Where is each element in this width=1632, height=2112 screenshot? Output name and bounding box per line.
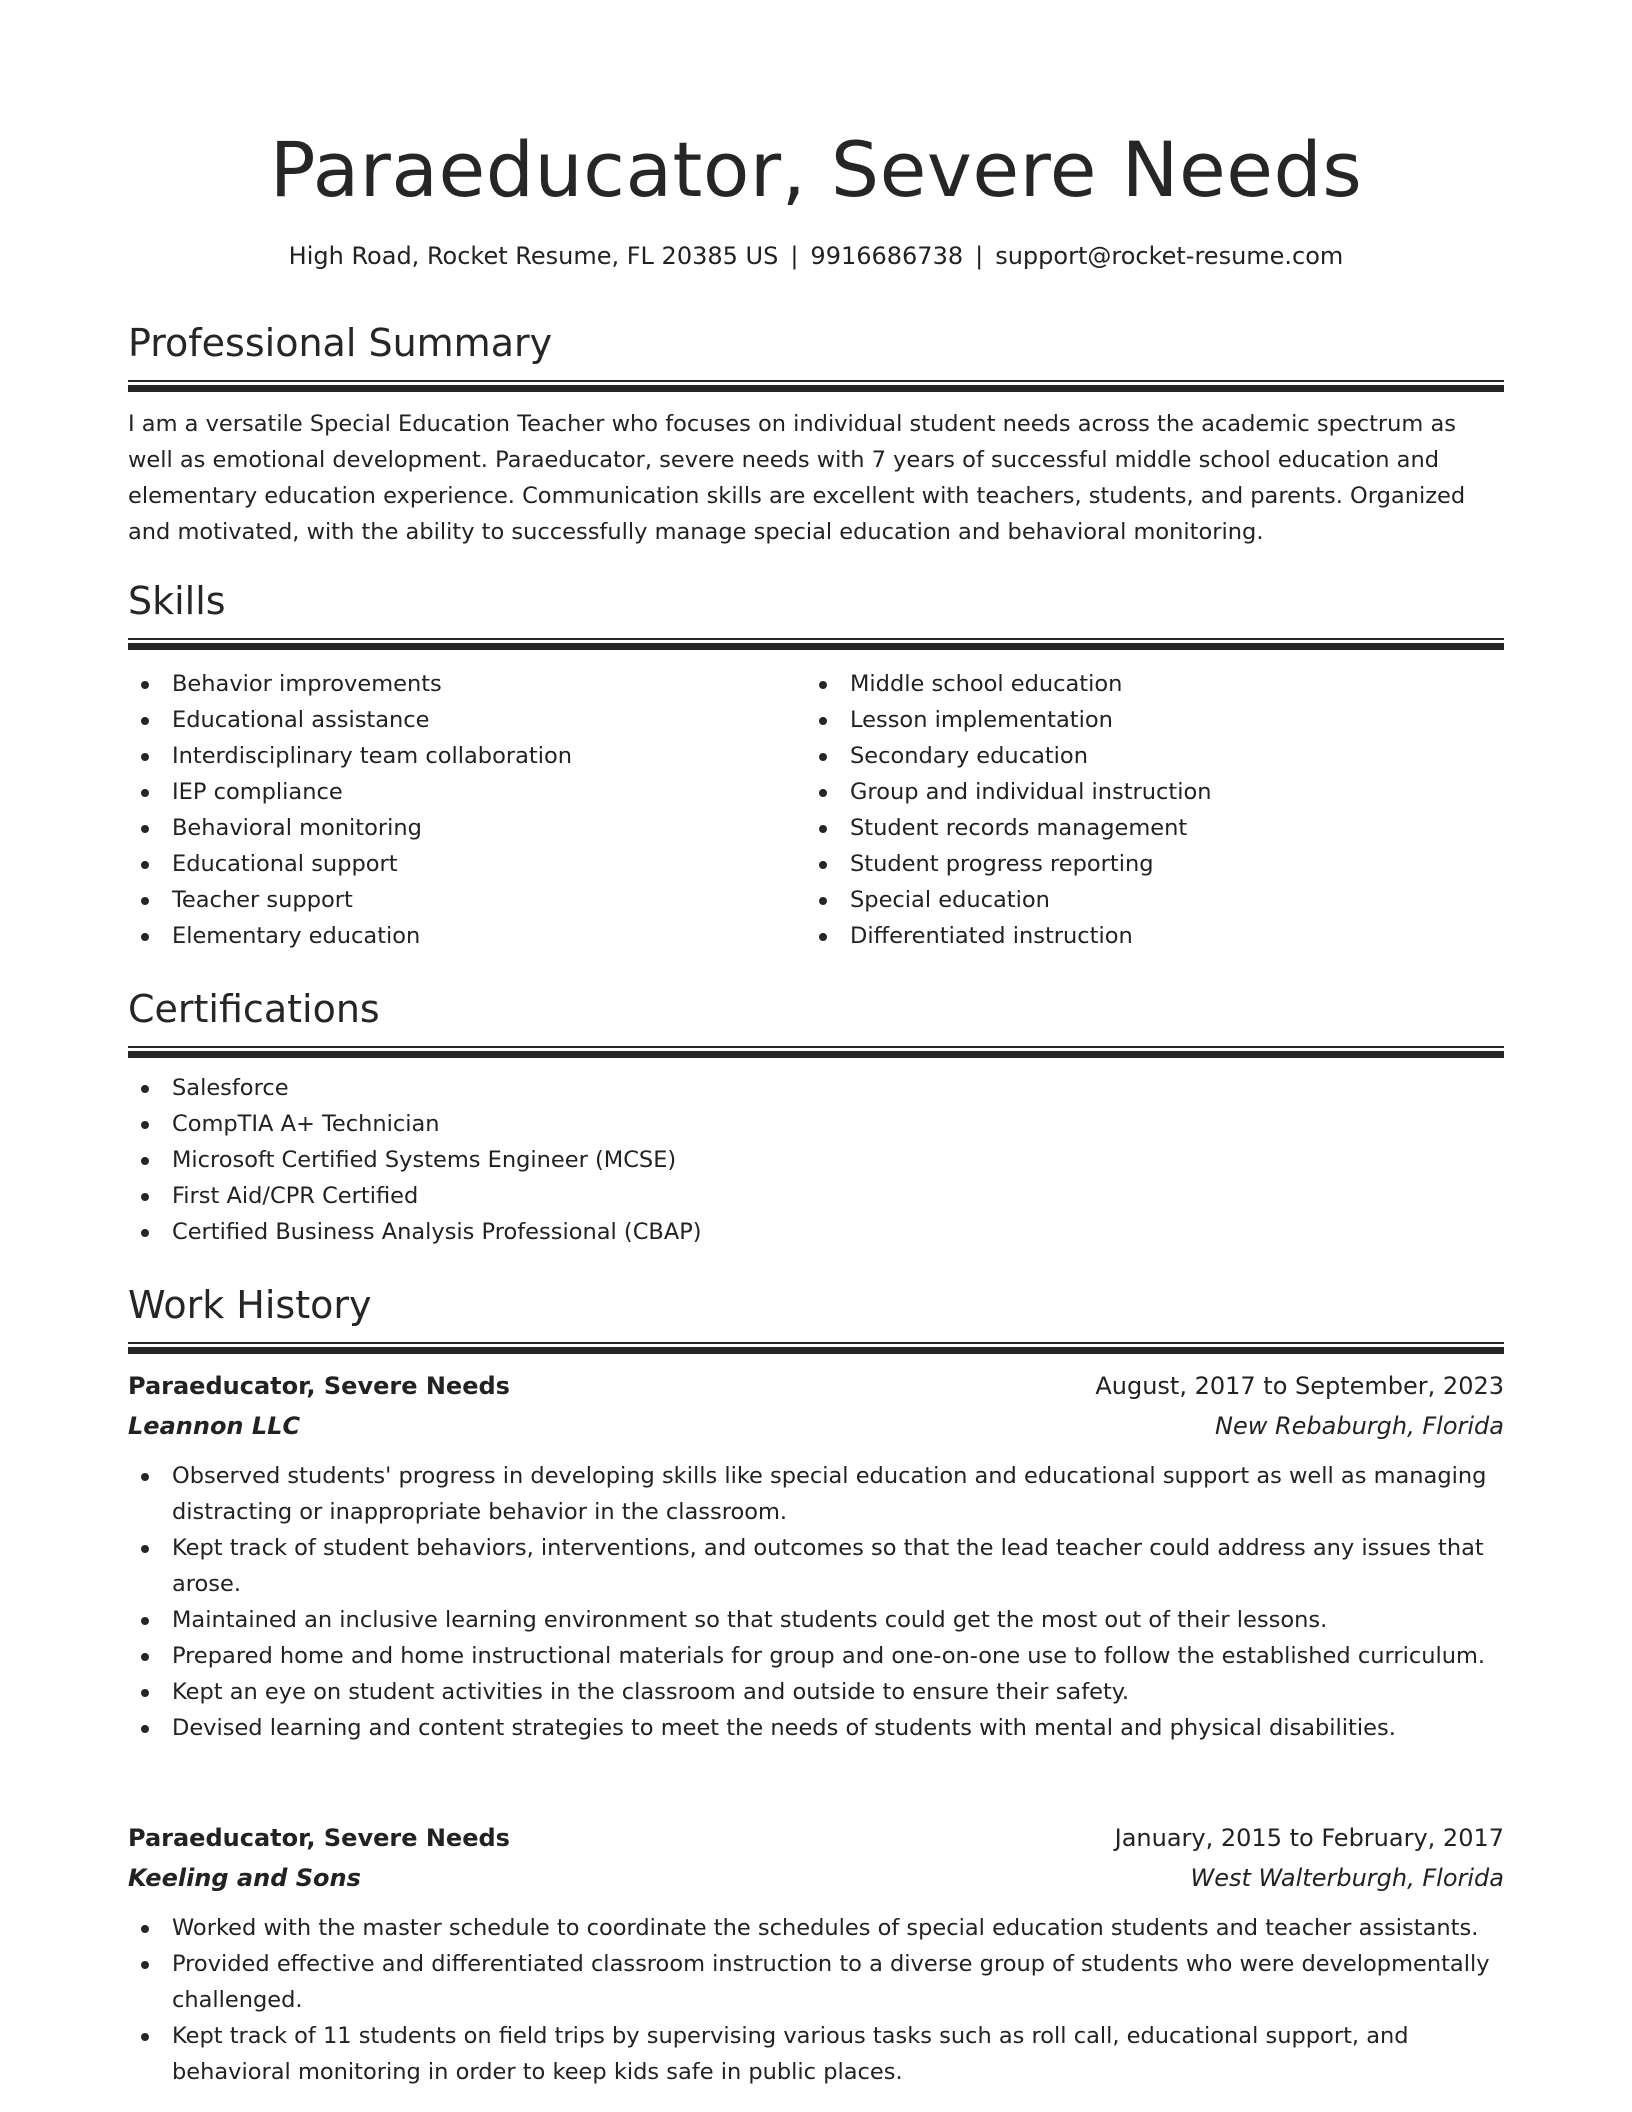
job-company: Keeling and Sons [128,1864,361,1892]
job-bullet: Kept track of 11 students on field trips by supervising various tasks such as roll call, educational support, and behavioral monitoring in order to keep kids safe in public places. [128,2018,1504,2090]
skill-item: Behavior improvements [128,666,798,702]
skills-column-right [806,666,1476,954]
skill-item: Educational assistance [128,702,798,738]
skill-item: Middle school education [806,666,1476,702]
summary-heading: Professional Summary [128,321,553,365]
skills-heading: Skills [128,579,226,623]
job-title: Paraeducator, Severe Needs [128,1824,510,1852]
certification-item: Salesforce [128,1070,1504,1106]
certification-item: First Aid/CPR Certified [128,1178,1504,1214]
skill-item: Elementary education [128,918,798,954]
contact-address: High Road, Rocket Resume, FL 20385 US [288,242,779,270]
summary-text: I am a versatile Special Education Teacher who focuses on individual student needs across the academic spectrum as well as emotional development. Paraeducator, severe needs with 7 years of successful middle school education and elementary education experience. Communication skills are excellent with teachers, students, and parents. Organized and motivated, with the ability to successfully manage special education and behavioral monitoring. [128,411,1466,545]
job-bullet: Observed students' progress in developing skills like special education and educational support as well as managing distracting or inappropriate behavior in the classroom. [128,1458,1504,1530]
job-title: Paraeducator, Severe Needs [128,1372,510,1400]
skill-item: IEP compliance [128,774,798,810]
section-divider [128,638,1504,650]
job-company: Leannon LLC [128,1412,301,1440]
skills-column-left [128,666,798,954]
skill-item: Secondary education [806,738,1476,774]
section-divider [128,1342,1504,1354]
contact-separator: | [790,242,799,270]
job-bullet: Prepared home and home instructional materials for group and one-on-one use to follow the established curriculum. [128,1638,1504,1674]
section-divider [128,380,1504,392]
skill-item: Educational support [128,846,798,882]
job-entry [128,1366,1504,1746]
contact-separator: | [975,242,984,270]
skill-item: Student progress reporting [806,846,1476,882]
contact-email: support@rocket-resume.com [995,242,1344,270]
skill-item: Teacher support [128,882,798,918]
certification-item: Microsoft Certified Systems Engineer (MCSE) [128,1142,1504,1178]
certifications-list [128,1070,1504,1250]
candidate-name: Paraeducator, Severe Needs [269,125,1363,214]
skill-item: Differentiated instruction [806,918,1476,954]
skill-item: Lesson implementation [806,702,1476,738]
work-history-heading: Work History [128,1283,372,1327]
certifications-heading: Certifications [128,987,380,1031]
job-bullet: Kept an eye on student activities in the classroom and outside to ensure their safety. [128,1674,1504,1710]
certifications-section [128,984,1504,1058]
skill-item: Group and individual instruction [806,774,1476,810]
skill-item: Special education [806,882,1476,918]
certification-item: CompTIA A+ Technician [128,1106,1504,1142]
contact-line [128,238,1504,274]
skill-item: Student records management [806,810,1476,846]
job-bullet: Provided effective and differentiated classroom instruction to a diverse group of students who were developmentally challenged. [128,1946,1504,2018]
certification-item: Certified Business Analysis Professional (CBAP) [128,1214,1504,1250]
contact-phone: 9916686738 [810,242,964,270]
job-bullet: Devised learning and content strategies to meet the needs of students with mental and physical disabilities. [128,1710,1504,1746]
job-bullet: Maintained an inclusive learning environment so that students could get the most out of their lessons. [128,1602,1504,1638]
job-bullet: Kept track of student behaviors, interventions, and outcomes so that the lead teacher could address any issues that arose. [128,1530,1504,1602]
skill-item: Interdisciplinary team collaboration [128,738,798,774]
job-dates: August, 2017 to September, 2023 [1095,1372,1504,1400]
job-location: New Rebaburgh, Florida [1214,1412,1504,1440]
skills-section [128,576,1504,650]
job-entry [128,1818,1504,2090]
job-location: West Walterburgh, Florida [1190,1864,1504,1892]
section-divider [128,1046,1504,1058]
summary-section [128,318,1504,392]
job-bullet: Worked with the master schedule to coordinate the schedules of special education students and teacher assistants. [128,1910,1504,1946]
job-dates: January, 2015 to February, 2017 [1114,1824,1504,1852]
skill-item: Behavioral monitoring [128,810,798,846]
work-history-section [128,1280,1504,1354]
